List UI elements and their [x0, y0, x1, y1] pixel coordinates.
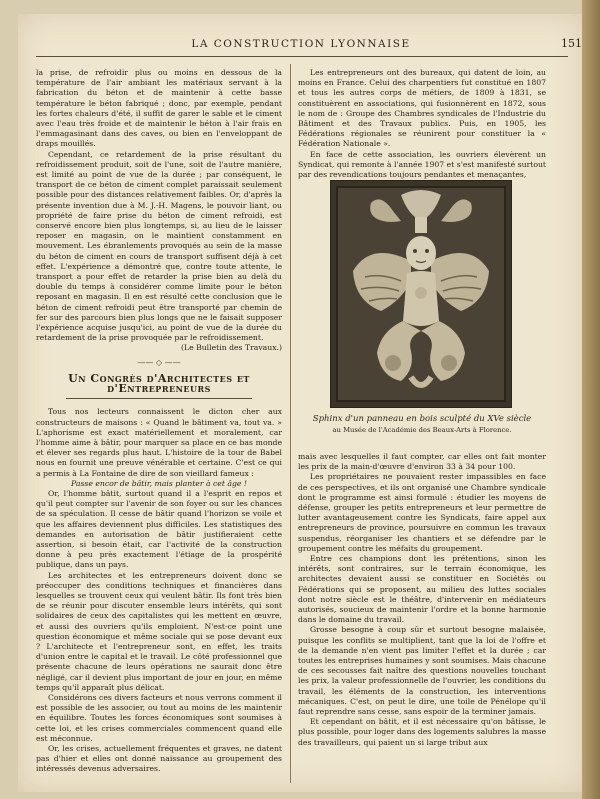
article-body: [36, 407, 282, 774]
running-header: [20, 38, 582, 54]
paragraph: la prise, de refroidir plus ou moins en dessous de la température de l'air ambiant les matériaux servant à la fabrication du béton et de maintenir à cette basse température le béton fabriqué ; donc, par exemple, pendant les fortes chaleurs d'été, il suffit de garer le sable et le ciment avec l'eau très froide et de maintenir le béton à l'air frais en l'emmagasinant dans des caves, ou bien en l'enveloppant de draps mouillés.: [36, 68, 282, 149]
right-column-bottom: [298, 452, 546, 748]
paragraph: Or, les crises, actuellement fréquentes et graves, ne datent pas d'hier et elles ont donné naissance au groupement des intéressés devenus adversaires.: [36, 744, 282, 774]
paragraph: Considérons ces divers facteurs et nous verrons comment il est possible de les associer, ou tout au moins de les maintenir en équilibre. Toutes les forces économiques sont soumises à cette loi, et les crises commerciales commencent quand elle est méconnue.: [36, 692, 282, 743]
sphinx-carving-image: [330, 180, 512, 408]
article-heading: Un Congrès d'Architectes et d'Entrepreneurs: [68, 371, 250, 396]
paragraph: Cependant, ce retardement de la prise résultant du refroidissement produit, soit de l'une, soit de l'autre manière, est limité au point de vue de la durée ; par conséquent, le transport de ce béton de ciment complet paraissait seulement possible pour des distances relativement faibles. Or, d'après la présente invention due à M. J.-H. Magens, le pouvoir liant, ou propriété de faire prise du béton de ciment refroidi, est conservé encore bien plus longtemps, si, au lieu de le laisser reposer en magasin, on le maintient constamment en mouvement. Les ébranlements provoqués au sein de la masse du béton de ciment en cours de transport suffisent déjà à cet effet. L'expérience a démontré que, contre toute attente, le transport a pour effet de retarder la prise bien au delà du double du temps à considérer comme limite pour le béton reposant en magasin. Il en est résulté cette conclusion que le béton de ciment refroidi peut être transporté par chemin de fer sur des parcours bien plus longs que ne le faisait supposer l'expérience acquise jusqu'ici, au point de vue de la durée du retardement de la prise provoquée par le refroidissement.: [36, 149, 282, 343]
paragraph: (Le Bulletin des Travaux.): [180, 343, 282, 353]
header-rule: [36, 56, 568, 57]
paragraph: Les entrepreneurs ont des bureaux, qui datent de loin, au moins en France. Celui des charpentiers fut constitué en 1807 et tous les autres corps de métiers, de 1809 à 1831, se constituèrent en associations, qui fusionnèrent en 1872, sous le nom de : Groupe des Chambres syndicales de l'Industrie du Bâtiment et des Travaux publics. Puis, en 1905, les Fédérations régionales se réunirent pour constituer la « Fédération Nationale ».: [298, 68, 546, 149]
paragraph: Tous nos lecteurs connaissent le dicton cher aux constructeurs de maisons : « Quand le bâtiment va, tout va. » L'aphorisme est exact matériellement et moralement, car l'homme aime à bâtir, pour marquer sa place en ce bas monde et élever ses regards plus haut. L'histoire de la tour de Babel nous en fournit une preuve vénérable et certaine. C'est ce qui a permis à La Fontaine de dire de son vieillard fameux :: [36, 407, 282, 478]
paragraph: En face de cette association, les ouvriers élevèrent un Syndicat, qui remonte à l'année 1907 et s'est manifesté surtout par des revendications toujours pendantes et menaçantes,: [298, 149, 546, 180]
paragraph: mais avec lesquelles il faut compter, car elles ont fait monter les prix de la main-d'œuvre d'environ 33 à 34 pour 100.: [298, 452, 546, 472]
paragraph: Entre ces champions dont les prétentions, sinon les intérêts, sont contraires, sur le terrain économique, les architectes devaient aussi se constituer en Sociétés ou Fédérations qui se proposent, au milieu des luttes sociales dont notre siècle est le théâtre, d'intervenir en médiateurs autorisés, soucieux de maintenir l'ordre et la bonne harmonie dans le domaine du travail.: [298, 554, 546, 625]
paragraph: Les architectes et les entrepreneurs doivent donc se préoccuper des conditions techniques et financières dans lesquelles se trouvent ceux qui veulent bâtir. Ils font très bien de se réunir pour discuter ensemble leurs intérêts, qui sont solidaires de ceux des capitalistes qui les mettent en œuvre, et aussi des ouvriers qu'ils emploient. N'est-ce point une question économique et même sociale qui se pose devant eux ? L'architecte et l'entrepreneur sont, en effet, les traits d'union entre le capital et le travail. Le côté professionnel que présente chacune de leurs opérations ne saurait donc être négligé, car il devient plus important de jour en jour, en même temps qu'il apparaît plus délicat.: [36, 570, 282, 692]
figure-caption: Sphinx d'un panneau en bois sculpté du XVe siècle: [312, 414, 532, 424]
article-body-continued: [298, 68, 546, 180]
paragraph: Or, l'homme bâtit, surtout quand il a l'esprit en repos et qu'il peut compter sur l'avenir de son foyer ou sur les chances de sa spéculation. Il cesse de bâtir quand l'horizon se voile et que les affaires deviennent plus difficiles. Les statistiques des demandes en autorisation de bâtir justifieraient cette assertion, si besoin était, car l'activité de la construction donne à peu près exactement l'étiage de la prospérité publique, dans un pays.: [36, 488, 282, 570]
right-column-top: [298, 68, 546, 180]
section-divider: —— ◇ ——: [137, 357, 181, 367]
article-continuation: [36, 68, 282, 354]
heading-rule: [66, 398, 252, 399]
journal-title: LA CONSTRUCTION LYONNAISE: [191, 38, 411, 50]
book-binding: [582, 0, 600, 799]
article-body-lower: [298, 452, 546, 748]
figure-subcaption: au Musée de l'Académie des Beaux-Arts à Florence.: [332, 426, 512, 434]
paragraph: Grosse besogne à coup sûr et surtout besogne malaisée, puisque les conflits se multiplient, tant que la loi de l'offre et de la demande n'en vient pas limiter l'effet et la durée ; car toutes les entreprises humaines y sont soumises. Mais chacune de ces secousses fait naître des questions nouvelles touchant les prix, la valeur professionnelle de l'ouvrier, les conditions du travail, les éléments de la construction, les interventions mécaniques. C'est, on peut le dire, une toile de Pénélope qu'il faut reprendre sans cesse, sans espoir de la terminer jamais.: [298, 625, 546, 717]
paragraph: Les propriétaires ne pouvaient rester impassibles en face de ces perspectives, et ils ont organisé une Chambre syndicale dont le programme est ainsi formulé : étudier les moyens de défense, grouper les petits entrepreneurs et leur permettre de lutter avantageusement contre les Syndicats, faire appel aux entrepreneurs de province, poursuivre en commun les travaux suspendus, réorganiser les chantiers et se défendre par le groupement contre les méfaits du groupement.: [298, 472, 546, 553]
paragraph: Passe encor de bâtir, mais planter à cet âge !: [71, 478, 247, 488]
column-rule: [290, 64, 291, 783]
sphinx-illustration: [331, 181, 511, 407]
paragraph: Et cependant on bâtit, et il est nécessaire qu'on bâtisse, le plus possible, pour loger dans des logements salubres la masse des travailleurs, qui paient un si large tribut aux: [298, 717, 546, 747]
left-column: [36, 68, 282, 775]
page-number: 151: [561, 37, 582, 50]
